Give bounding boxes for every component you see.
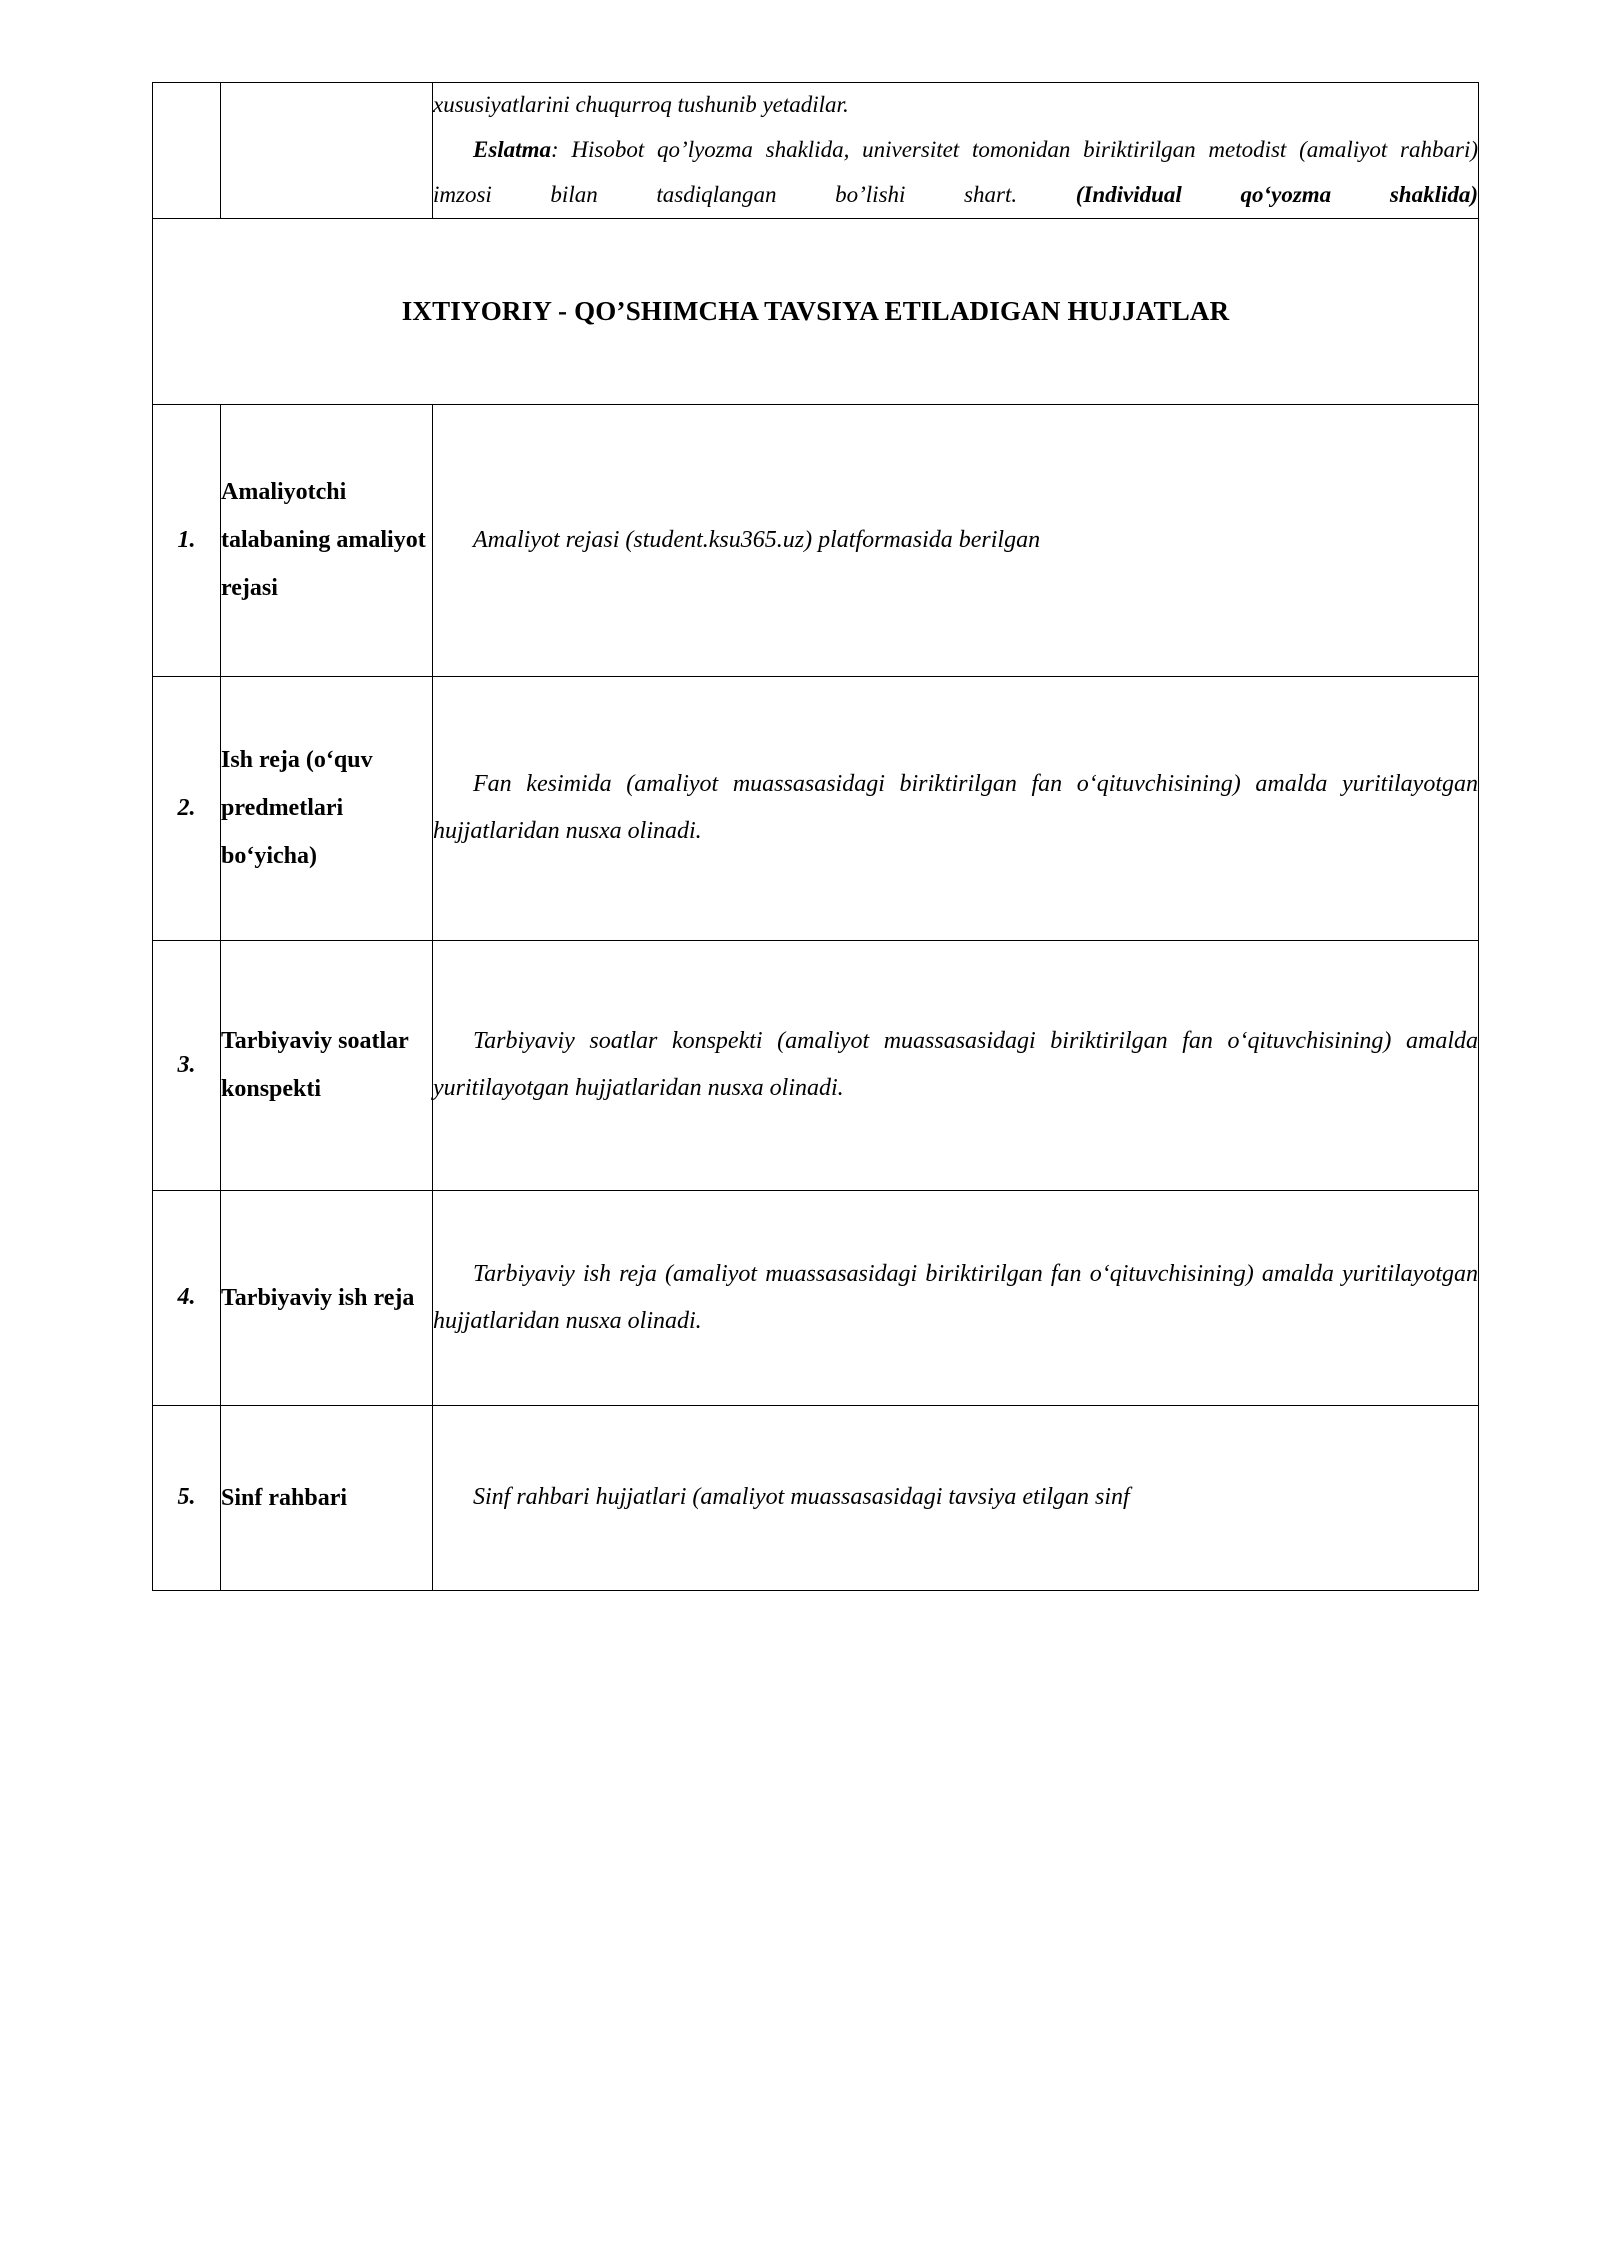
row-body-cell [433,404,1479,676]
section-heading-cell [153,218,1479,404]
carryover-number-cell [153,83,221,219]
table-row-section-heading [153,218,1479,404]
row-label-cell [221,940,433,1190]
row-label: Tarbiyaviy soatlar konspekti [221,1028,409,1103]
row-body-cell [433,1190,1479,1405]
table-row [153,1405,1479,1590]
row-label-cell [221,404,433,676]
row-number: 5. [153,1405,221,1590]
row-body: Amaliyot rejasi (student.ksu365.uz) platformasida berilgan [473,526,1041,553]
row-number: 2. [153,676,221,940]
row-label: Sinf rahbari [221,1484,348,1511]
row-label: Ish reja (o‘quv predmetlari bo‘yicha) [221,747,373,870]
row-body: Fan kesimida (amaliyot muassasasidagi biriktirilgan fan o‘qituvchisining) amalda yuritilayotgan hujjatlaridan nusxa olinadi. [433,771,1478,845]
table-row [153,676,1479,940]
table-row-carryover [153,83,1479,219]
note-text: : Hisobot qo’lyozma shaklida, universitet tomonidan biriktirilgan metodist (amaliyot rahbari) imzosi bilan tasdiqlangan bo’lishi shart. [433,136,1478,207]
row-label-cell [221,676,433,940]
carryover-first-line: xususiyatlarini chuqurroq tushunib yetadilar. [433,92,849,117]
row-body-cell [433,676,1479,940]
note-bold-tail: (Individual qo‘yozma shaklida) [1075,181,1479,207]
carryover-note-paragraph [433,128,1478,218]
row-label-cell [221,1405,433,1590]
table-row [153,940,1479,1190]
table-row [153,1190,1479,1405]
section-heading-text: IXTIYORIY - QO’SHIMCHA TAVSIYA ETILADIGAN HUJJATLAR [401,295,1230,326]
row-number: 1. [153,404,221,676]
row-number: 3. [153,940,221,1190]
row-body: Tarbiyaviy ish reja (amaliyot muassasasidagi biriktirilgan fan o‘qituvchisining) amalda yuritilayotgan hujjatlaridan nusxa olinadi. [433,1260,1478,1334]
row-body-cell [433,1405,1479,1590]
row-label: Tarbiyaviy ish reja [221,1284,415,1311]
carryover-label-cell [221,83,433,219]
documents-table [152,82,1479,1591]
row-label-cell [221,1190,433,1405]
row-body-cell [433,940,1479,1190]
carryover-body-cell [433,83,1479,219]
row-number: 4. [153,1190,221,1405]
row-body: Tarbiyaviy soatlar konspekti (amaliyot muassasasidagi biriktirilgan fan o‘qituvchisining) amalda yuritilayotgan hujjatlaridan nusxa olinadi. [433,1028,1478,1102]
row-body: Sinf rahbari hujjatlari (amaliyot muassasasidagi tavsiya etilgan sinf [473,1484,1130,1511]
table-row [153,404,1479,676]
note-label: Eslatma [473,136,551,162]
row-label: Amaliyotchi talabaning amaliyot rejasi [221,479,426,602]
